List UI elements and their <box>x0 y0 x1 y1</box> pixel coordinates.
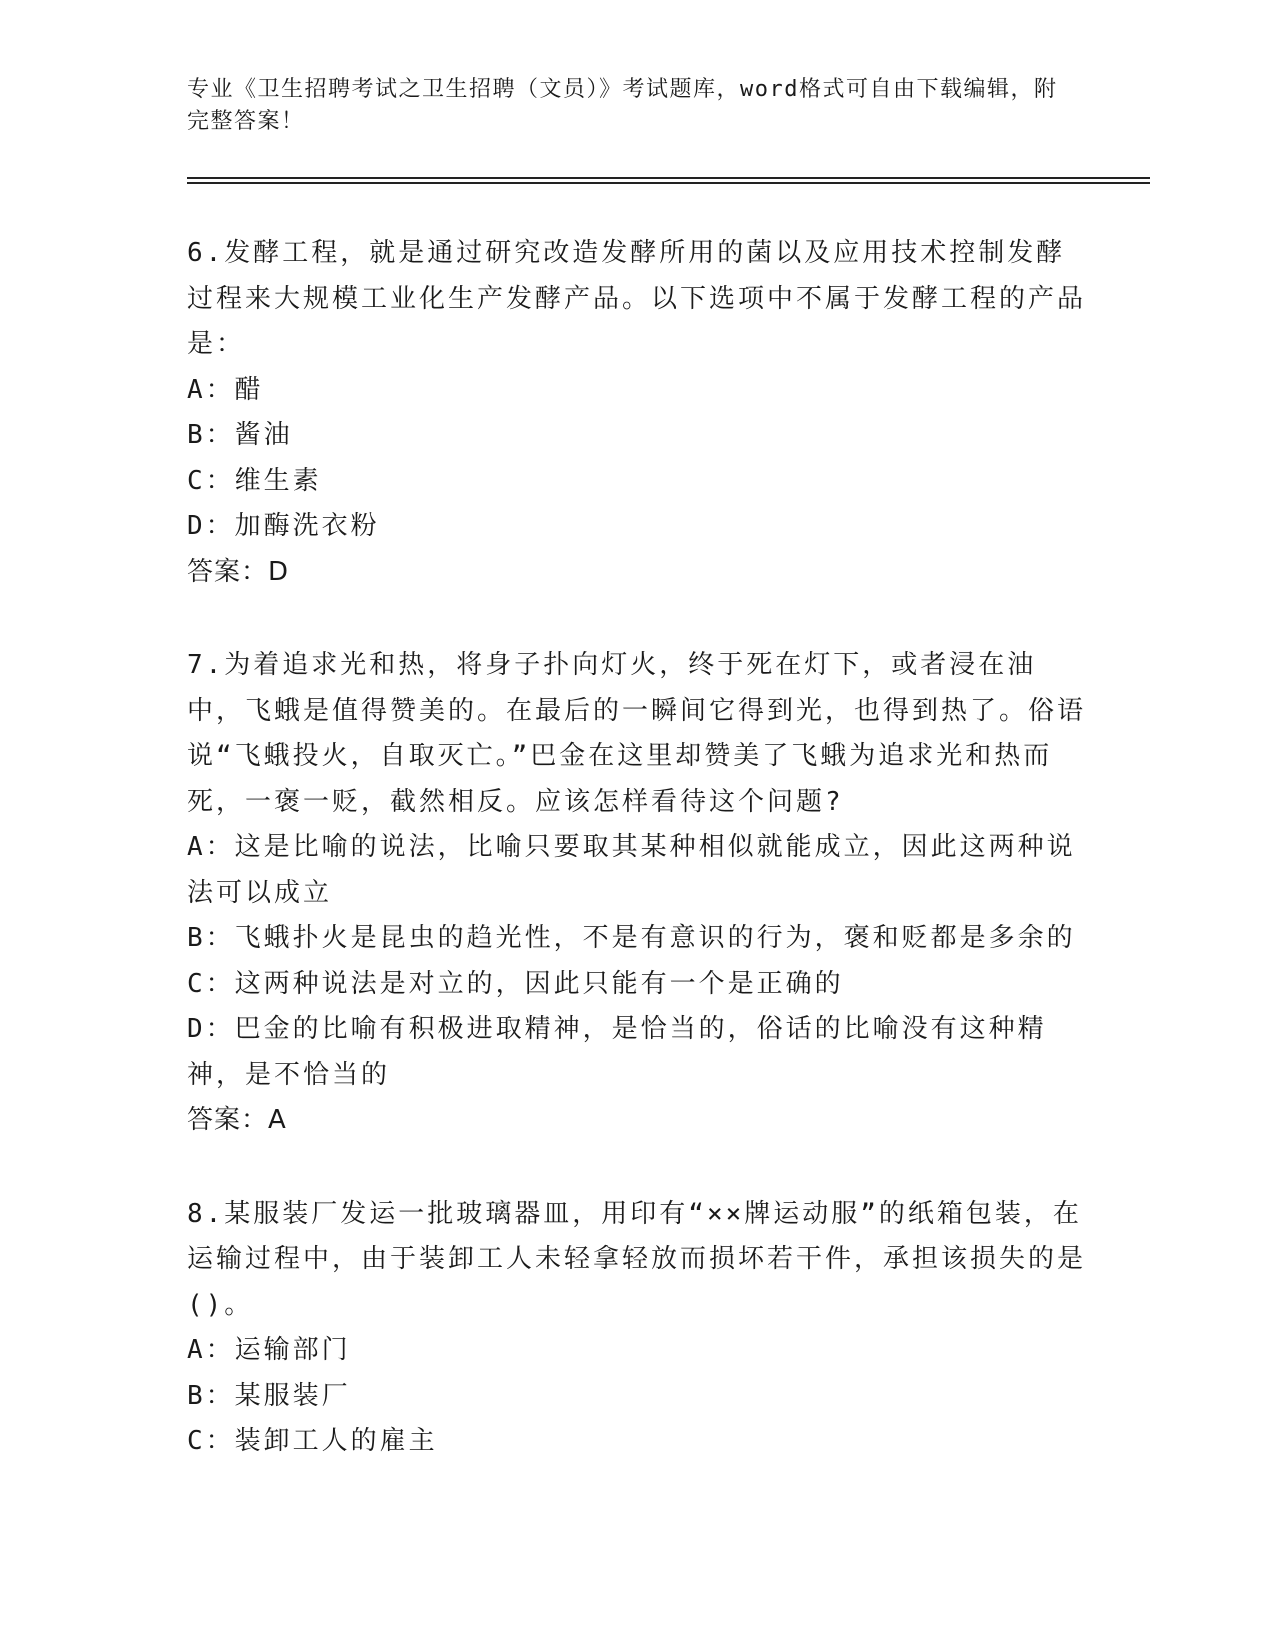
question-stem: 6.发酵工程，就是通过研究改造发酵所用的菌以及应用技术控制发酵过程来大规模工业化生产发酵产品。以下选项中不属于发酵工程的产品是： <box>187 238 1087 359</box>
question-6 <box>187 231 1087 595</box>
option-b: B：酱油 <box>187 420 293 450</box>
page-header: 专业《卫生招聘考试之卫生招聘（文员）》考试题库，word格式可自由下载编辑，附完整答案！ <box>187 77 1058 134</box>
option-d: D：巴金的比喻有积极进取精神，是恰当的，俗话的比喻没有这种精神，是不恰当的 <box>187 1014 1047 1090</box>
option-b: B：飞蛾扑火是昆虫的趋光性，不是有意识的行为，褒和贬都是多余的 <box>187 923 1076 953</box>
question-stem: 8.某服装厂发运一批玻璃器皿，用印有“××牌运动服”的纸箱包装，在运输过程中，由于装卸工人未轻拿轻放而损坏若干件，承担该损失的是()。 <box>187 1198 1087 1320</box>
question-stem: 7.为着追求光和热，将身子扑向灯火，终于死在灯下，或者浸在油中，飞蛾是值得赞美的。在最后的一瞬间它得到光，也得到热了。俗语说“飞蛾投火，自取灭亡。”巴金在这里却赞美了飞蛾为追求光和热而死，一褒一贬，截然相反。应该怎样看待这个问题? <box>187 650 1087 817</box>
option-a: A：这是比喻的说法，比喻只要取其某种相似就能成立，因此这两种说法可以成立 <box>187 832 1076 908</box>
question-list <box>187 231 1087 1513</box>
option-d: D：加酶洗衣粉 <box>187 511 380 541</box>
option-a: A：运输部门 <box>187 1335 351 1365</box>
question-8 <box>187 1192 1087 1465</box>
option-c: C：装卸工人的雇主 <box>187 1426 438 1456</box>
header-divider-top <box>187 177 1150 179</box>
option-c: C：这两种说法是对立的，因此只能有一个是正确的 <box>187 968 844 999</box>
option-b: B：某服装厂 <box>187 1380 351 1411</box>
option-c: C：维生素 <box>187 465 322 496</box>
option-a: A：醋 <box>187 374 264 405</box>
header-divider-bottom <box>187 182 1150 184</box>
answer-line: 答案：A <box>187 1105 287 1135</box>
answer-line: 答案：D <box>187 556 290 587</box>
question-7 <box>187 643 1087 1144</box>
